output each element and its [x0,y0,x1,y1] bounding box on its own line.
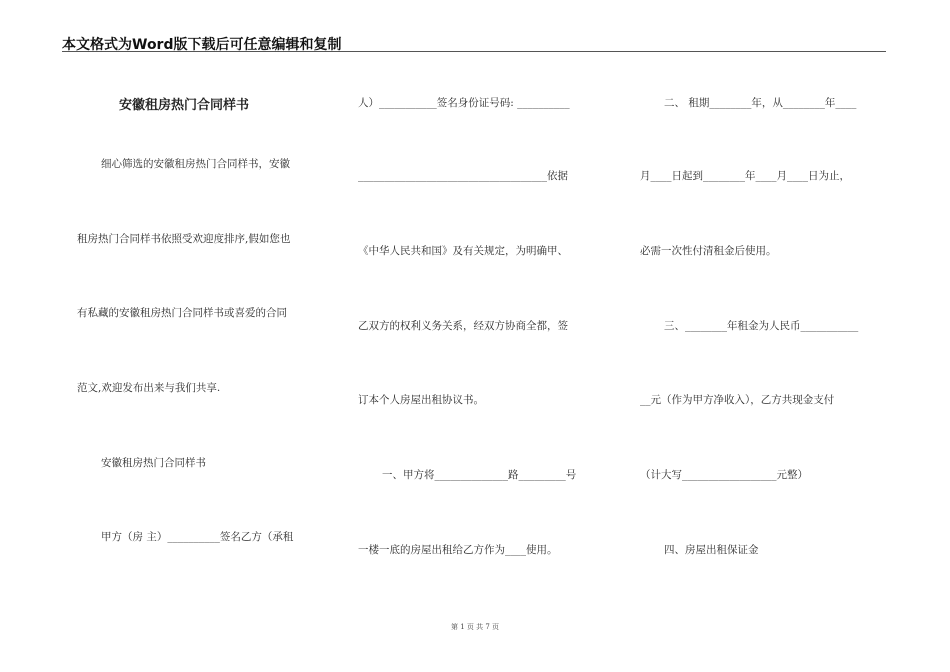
header-divider [62,51,886,52]
text-line: 范文,欢迎发布出来与我们共享. [77,382,221,394]
text-line: 四、房屋出租保证金 [664,544,759,556]
text-line: 一、甲方将______________路_________号 [382,469,577,481]
text-line: 一楼一底的房屋出租给乙方作为____使用。 [358,544,558,556]
text-line: 月____日起到________年____月____日为止， [640,170,850,182]
text-line: 订本个人房屋出租协议书。 [358,394,484,406]
page-number: 第 1 页 共 7 页 [450,623,500,631]
text-line: 三、________年租金为人民币___________ [664,320,859,332]
text-line: 安徽租房热门合同样书 [101,457,206,469]
text-line: 租房热门合同样书依照受欢迎度排序,假如您也 [77,233,291,245]
text-line: ____________________________________依据 [358,170,568,182]
text-line: 乙双方的权利义务关系，经双方协商全都，签 [358,320,568,332]
text-line: 细心筛选的安徽租房热门合同样书，安徽 [101,158,290,170]
header-title: 本文格式为Word版下载后可任意编辑和复制 [62,37,342,53]
text-line: （计大写__________________元整） [640,469,808,481]
text-line: 二、 租期________年，从________年____ [664,97,857,109]
text-line: 有私藏的安徽租房热门合同样书或喜爱的合同 [77,307,287,319]
text-line: 甲方（房 主）__________签名乙方（承租 [101,531,294,543]
text-line: 《中华人民共和国》及有关规定，为明确甲、 [358,245,568,257]
text-line: __元（作为甲方净收入），乙方共现金支付 [640,394,835,406]
document-title: 安徽租房热门合同样书 [119,98,250,113]
text-line: 必需一次性付清租金后使用。 [640,245,777,257]
text-line: 人）___________签名身份证号码: __________ [358,97,570,109]
